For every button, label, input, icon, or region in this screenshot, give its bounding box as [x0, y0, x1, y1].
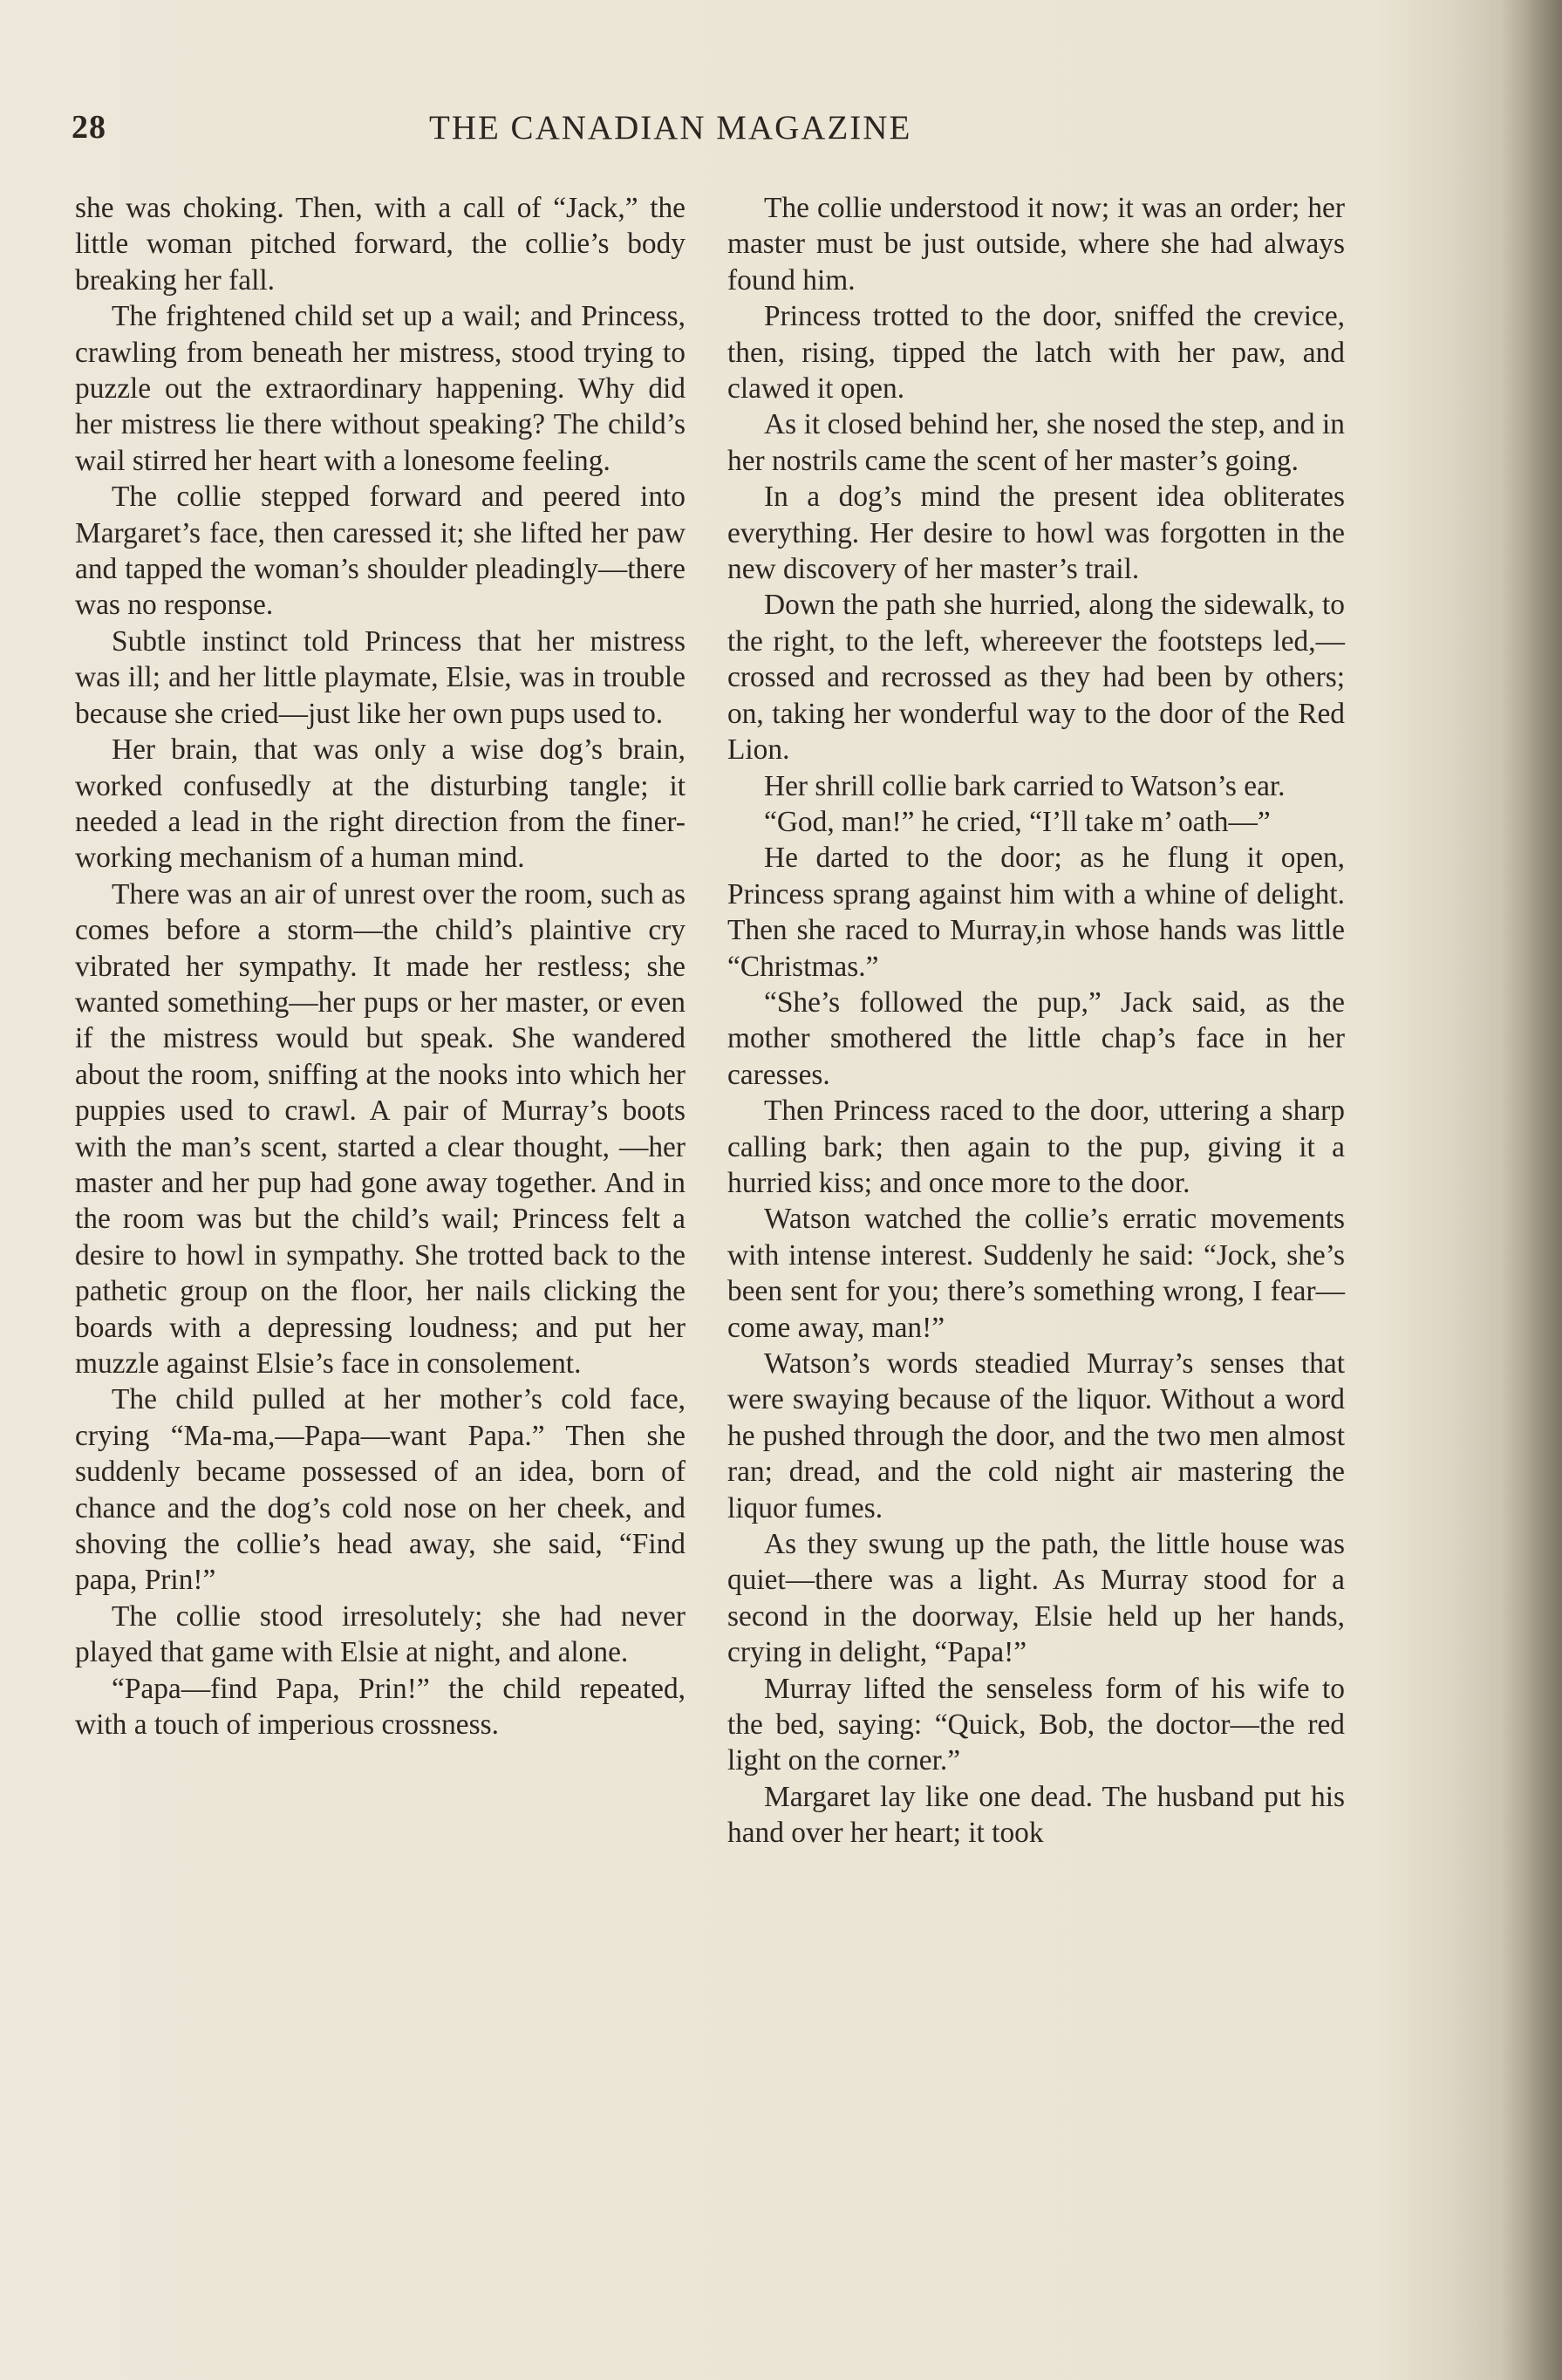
paragraph: The collie stood irresolutely; she had never played that game with Elsie at night, and alone.	[75, 1599, 686, 1669]
paragraph: The frightened child set up a wail; and Princess, crawling from beneath her mistress, stood trying to puzzle out the extraordinary happening. Why did her mistress lie there without speaking? The child’s wail stirred her heart with a lonesome feeling.	[75, 300, 686, 477]
paragraph: There was an air of unrest over the room, such as comes before a storm—the child’s plaintive cry vibrated her sympathy. It made her restless; she wanted something—her pups or her master, or even if the mistress would but speak. She wandered about the room, sniffing at the nooks into which her puppies used to crawl. A pair of Murray’s boots with the man’s scent, started a clear thought, —her master and her pup had gone away together. And in the room was but the child’s wail; Princess felt a desire to howl in sympathy. She trotted back to the pathetic group on the floor, her nails clicking the boards with a depressing loudness; and put her muzzle against Elsie’s face in consolement.	[75, 877, 686, 1380]
paragraph: Down the path she hurried, along the sidewalk, to the right, to the left, whereever the footsteps led,—crossed and recrossed as they had been by others; on, taking her wonderful way to the door of the Red Lion.	[727, 589, 1345, 767]
right-column	[727, 190, 1345, 1851]
paragraph: Her brain, that was only a wise dog’s brain, worked confusedly at the disturbing tangle; it needed a lead in the right direction from the finer-working mechanism of a human mind.	[75, 733, 686, 875]
paragraph: The collie understood it now; it was an order; her master must be just outside, where she had always found him.	[727, 192, 1345, 297]
paragraph: As they swung up the path, the little house was quiet—there was a light. As Murray stood for a second in the doorway, Elsie held up her hands, crying in delight, “Papa!”	[727, 1528, 1345, 1669]
paragraph: Watson watched the collie’s erratic movements with intense interest. Suddenly he said: “Jock, she’s been sent for you; there’s something wrong, I fear—come away, man!”	[727, 1203, 1345, 1344]
paragraph: As it closed behind her, she nosed the step, and in her nostrils came the scent of her master’s going.	[727, 408, 1345, 477]
paragraph: Her shrill collie bark carried to Watson’s ear.	[764, 769, 1286, 802]
paragraph: “God, man!” he cried, “I’ll take m’ oath—”	[764, 805, 1271, 838]
paragraph: Princess trotted to the door, sniffed the crevice, then, rising, tipped the latch with her paw, and clawed it open.	[727, 300, 1345, 406]
paragraph: Watson’s words steadied Murray’s senses that were swaying because of the liquor. Without a word he pushed through the door, and the two men almost ran; dread, and the cold night air mastering the liquor fumes.	[727, 1347, 1345, 1524]
paragraph: Subtle instinct told Princess that her mistress was ill; and her little playmate, Elsie, was in trouble because she cried—just like her own pups used to.	[75, 624, 686, 730]
paragraph: He darted to the door; as he flung it open, Princess sprang against him with a whine of delight. Then she raced to Murray,in whose hands was little “Christmas.”	[727, 842, 1345, 983]
paragraph: “Papa—find Papa, Prin!” the child repeated, with a touch of imperious crossness.	[75, 1672, 686, 1742]
paragraph: “She’s followed the pup,” Jack said, as the mother smothered the little chap’s face in her caresses.	[727, 985, 1345, 1091]
running-head: THE CANADIAN MAGAZINE	[429, 109, 912, 147]
paragraph: In a dog’s mind the present idea obliterates everything. Her desire to howl was forgotten in the new discovery of her master’s trail.	[727, 481, 1345, 586]
paragraph: she was choking. Then, with a call of “Jack,” the little woman pitched forward, the collie’s body breaking her fall.	[75, 192, 686, 297]
paragraph: The collie stepped forward and peered into Margaret’s face, then caressed it; she lifted her paw and tapped the woman’s shoulder pleadingly—there was no response.	[75, 481, 686, 622]
paragraph: Then Princess raced to the door, uttering a sharp calling bark; then again to the pup, giving it a hurried kiss; and once more to the door.	[727, 1095, 1345, 1199]
left-column	[75, 190, 686, 1742]
paragraph: Murray lifted the senseless form of his wife to the bed, saying: “Quick, Bob, the doctor—the red light on the corner.”	[727, 1672, 1345, 1777]
paragraph: The child pulled at her mother’s cold face, crying “Ma-ma,—Papa—want Papa.” Then she suddenly became possessed of an idea, born of chance and the dog’s cold nose on her cheek, and shoving the collie’s head away, she said, “Find papa, Prin!”	[75, 1383, 686, 1597]
page-binding-edge	[1501, 0, 1562, 2380]
page-number: 28	[72, 109, 106, 146]
paragraph: Margaret lay like one dead. The husband put his hand over her heart; it took	[727, 1780, 1345, 1850]
page-header	[72, 108, 996, 152]
